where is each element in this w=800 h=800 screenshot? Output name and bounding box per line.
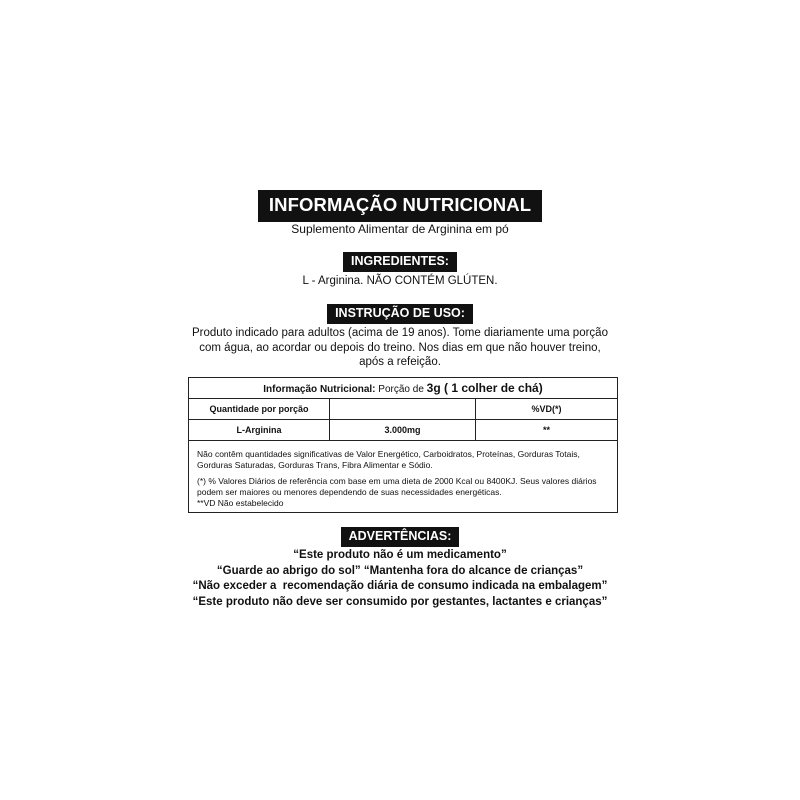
subtitle: Suplemento Alimentar de Arginina em pó: [291, 222, 509, 236]
column-header: [330, 399, 476, 419]
warnings-list: [0, 548, 800, 610]
ingredients-heading: INGREDIENTES:: [343, 252, 457, 272]
nutrient-amount: 3.000mg: [330, 420, 476, 440]
nutrition-table: [188, 377, 618, 513]
usage-heading: INSTRUÇÃO DE USO:: [327, 304, 473, 324]
column-header: Quantidade por porção: [189, 399, 330, 419]
table-row: [189, 420, 617, 441]
column-header: %VD(*): [531, 404, 562, 414]
nutrition-header-label: Informação Nutricional:: [263, 384, 376, 395]
ingredients-banner: [0, 252, 800, 272]
ingredients-text: L - Arginina. NÃO CONTÉM GLÚTEN.: [302, 275, 498, 287]
nutrition-portion-prefix: Porção de: [378, 384, 424, 395]
nutrition-columns-row: [189, 399, 617, 420]
page-title: INFORMAÇÃO NUTRICIONAL: [258, 190, 542, 222]
title-banner: [0, 190, 800, 222]
nutrition-portion-value: 3g ( 1 colher de chá): [426, 381, 543, 395]
note-insignificant: Não contêm quantidades significativas de Valor Energético, Carboidratos, Proteínas, Gorduras Totais, Gorduras Saturadas, Gorduras Trans, Fibra Alimentar e Sódio.: [197, 449, 580, 470]
nutrition-notes: [189, 441, 617, 509]
warnings-heading: ADVERTÊNCIAS:: [341, 527, 460, 547]
note-daily-values: (*) % Valores Diários de referência com base em uma dieta de 2000 Kcal ou 8400KJ. Seus valores diários podem ser maiores ou menores dependendo de suas necessidades energéticas.: [197, 476, 597, 497]
warning-item: “Este produto não deve ser consumido por gestantes, lactantes e crianças”: [192, 595, 608, 608]
note-vd-not-established: **VD Não estabelecido: [197, 498, 284, 508]
usage-banner: [0, 304, 800, 324]
warning-item: “Não exceder a recomendação diária de consumo indicada na embalagem”: [192, 580, 608, 592]
nutrient-dv: **: [542, 425, 550, 435]
nutrient-name: L-Arginina: [189, 420, 330, 440]
usage-text: Produto indicado para adultos (acima de 19 anos). Tome diariamente uma porção com água, ao acordar ou depois do treino. Nos dias em que não houver treino, após a refeição.: [192, 327, 608, 368]
warnings-banner: [0, 527, 800, 547]
nutrition-table-header: [189, 378, 617, 399]
warning-item: “Guarde ao abrigo do sol” “Mantenha fora do alcance de crianças”: [216, 564, 584, 577]
warning-item: “Este produto não é um medicamento”: [293, 549, 507, 561]
